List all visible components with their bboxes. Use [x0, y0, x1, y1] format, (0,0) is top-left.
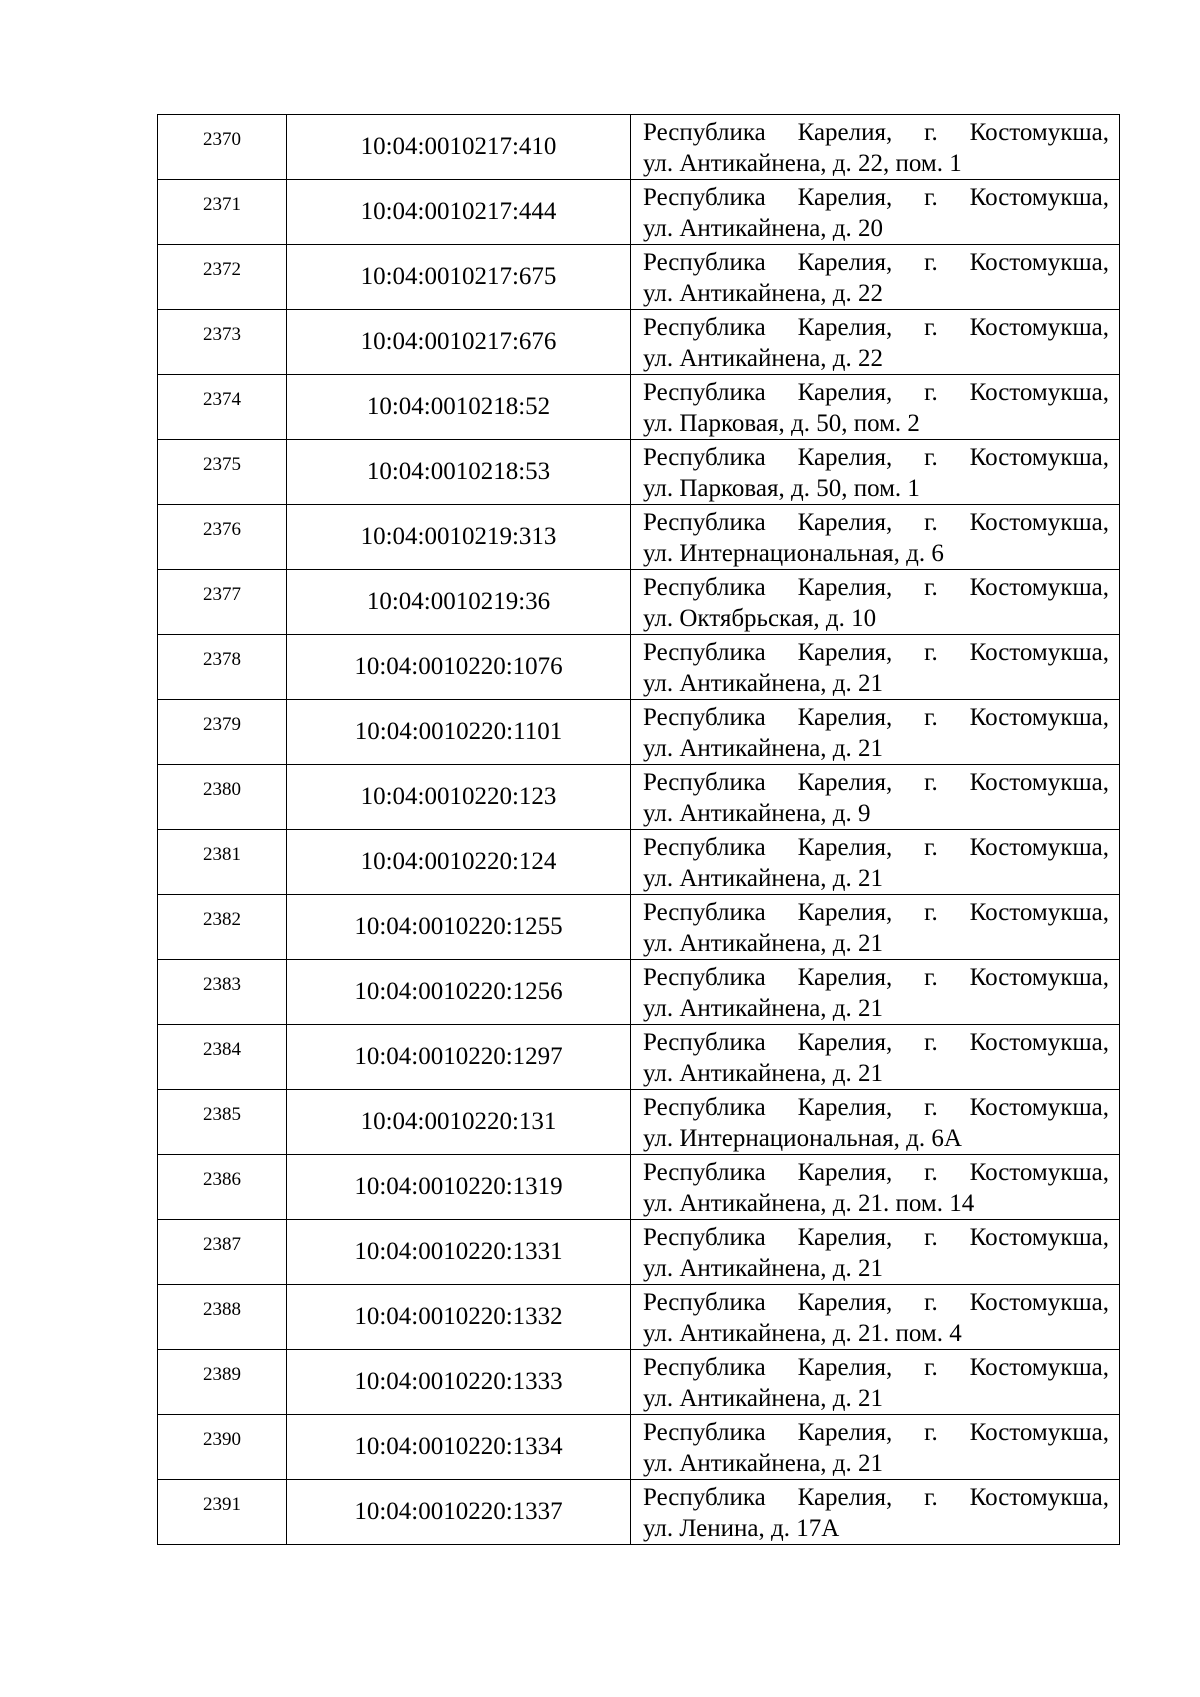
address-cell	[631, 635, 1120, 700]
table-row	[158, 505, 1120, 570]
address-line-street: ул. Ленина, д. 17А	[643, 1515, 840, 1542]
address-cell	[631, 700, 1120, 765]
cadastral-number-cell: 10:04:0010219:313	[287, 505, 631, 570]
address-line-region: Республика Карелия, г. Костомукша,	[643, 1159, 1109, 1186]
address-cell	[631, 1285, 1120, 1350]
row-number-cell: 2370	[158, 115, 287, 180]
address-cell	[631, 1415, 1120, 1480]
address-line-region: Республика Карелия, г. Костомукша,	[643, 639, 1109, 666]
address-line-region: Республика Карелия, г. Костомукша,	[643, 1484, 1109, 1511]
address-line-street: ул. Антикайнена, д. 9	[643, 800, 871, 827]
address-cell	[631, 1350, 1120, 1415]
row-number-cell: 2389	[158, 1350, 287, 1415]
cadastral-number-cell: 10:04:0010220:1256	[287, 960, 631, 1025]
cadastral-number-cell: 10:04:0010217:676	[287, 310, 631, 375]
row-number-cell: 2379	[158, 700, 287, 765]
table-row	[158, 960, 1120, 1025]
address-cell	[631, 180, 1120, 245]
address-cell	[631, 375, 1120, 440]
cadastral-number-cell: 10:04:0010220:1333	[287, 1350, 631, 1415]
address-line-street: ул. Октябрьская, д. 10	[643, 605, 877, 632]
row-number-cell: 2385	[158, 1090, 287, 1155]
address-line-street: ул. Антикайнена, д. 21	[643, 995, 884, 1022]
cadastral-number-cell: 10:04:0010217:410	[287, 115, 631, 180]
table-row	[158, 245, 1120, 310]
cadastral-number-cell: 10:04:0010220:1319	[287, 1155, 631, 1220]
address-line-region: Республика Карелия, г. Костомукша,	[643, 184, 1109, 211]
address-line-region: Республика Карелия, г. Костомукша,	[643, 834, 1109, 861]
table-row	[158, 440, 1120, 505]
address-line-street: ул. Парковая, д. 50, пом. 2	[643, 410, 920, 437]
cadastral-number-cell: 10:04:0010220:124	[287, 830, 631, 895]
row-number-cell: 2390	[158, 1415, 287, 1480]
table-body	[158, 115, 1120, 1545]
address-line-street: ул. Антикайнена, д. 21	[643, 1385, 884, 1412]
table-row	[158, 1025, 1120, 1090]
address-line-region: Республика Карелия, г. Костомукша,	[643, 704, 1109, 731]
address-line-region: Республика Карелия, г. Костомукша,	[643, 1224, 1109, 1251]
table-row	[158, 570, 1120, 635]
address-cell	[631, 765, 1120, 830]
address-line-region: Республика Карелия, г. Костомукша,	[643, 444, 1109, 471]
address-line-street: ул. Антикайнена, д. 22	[643, 280, 884, 307]
row-number-cell: 2383	[158, 960, 287, 1025]
address-line-region: Республика Карелия, г. Костомукша,	[643, 249, 1109, 276]
table-row	[158, 700, 1120, 765]
table-row	[158, 375, 1120, 440]
row-number-cell: 2381	[158, 830, 287, 895]
address-cell	[631, 1480, 1120, 1545]
address-line-region: Республика Карелия, г. Костомукша,	[643, 314, 1109, 341]
cadastral-number-cell: 10:04:0010220:1101	[287, 700, 631, 765]
row-number-cell: 2388	[158, 1285, 287, 1350]
address-cell	[631, 440, 1120, 505]
address-cell	[631, 310, 1120, 375]
table-row	[158, 635, 1120, 700]
address-cell	[631, 1155, 1120, 1220]
address-cell	[631, 1090, 1120, 1155]
address-line-street: ул. Антикайнена, д. 21	[643, 1255, 884, 1282]
table-row	[158, 765, 1120, 830]
table-row	[158, 1480, 1120, 1545]
address-line-street: ул. Антикайнена, д. 21. пом. 4	[643, 1320, 962, 1347]
cadastral-number-cell: 10:04:0010220:1331	[287, 1220, 631, 1285]
address-line-region: Республика Карелия, г. Костомукша,	[643, 1354, 1109, 1381]
cadastral-number-cell: 10:04:0010218:53	[287, 440, 631, 505]
row-number-cell: 2378	[158, 635, 287, 700]
row-number-cell: 2380	[158, 765, 287, 830]
address-cell	[631, 1025, 1120, 1090]
address-line-region: Республика Карелия, г. Костомукша,	[643, 119, 1109, 146]
address-line-street: ул. Интернациональная, д. 6	[643, 540, 944, 567]
cadastral-number-cell: 10:04:0010220:1076	[287, 635, 631, 700]
address-line-region: Республика Карелия, г. Костомукша,	[643, 899, 1109, 926]
address-line-region: Республика Карелия, г. Костомукша,	[643, 1289, 1109, 1316]
row-number-cell: 2372	[158, 245, 287, 310]
address-line-region: Республика Карелия, г. Костомукша,	[643, 1094, 1109, 1121]
address-line-street: ул. Интернациональная, д. 6А	[643, 1125, 962, 1152]
row-number-cell: 2373	[158, 310, 287, 375]
cadastral-number-cell: 10:04:0010220:123	[287, 765, 631, 830]
address-cell	[631, 245, 1120, 310]
cadastral-number-cell: 10:04:0010220:1332	[287, 1285, 631, 1350]
row-number-cell: 2386	[158, 1155, 287, 1220]
row-number-cell: 2387	[158, 1220, 287, 1285]
table-row	[158, 1350, 1120, 1415]
address-line-street: ул. Антикайнена, д. 21	[643, 735, 884, 762]
address-line-region: Республика Карелия, г. Костомукша,	[643, 1419, 1109, 1446]
table-row	[158, 115, 1120, 180]
row-number-cell: 2382	[158, 895, 287, 960]
address-cell	[631, 1220, 1120, 1285]
row-number-cell: 2391	[158, 1480, 287, 1545]
cadastral-number-cell: 10:04:0010220:1297	[287, 1025, 631, 1090]
address-cell	[631, 570, 1120, 635]
address-line-street: ул. Антикайнена, д. 21	[643, 1450, 884, 1477]
cadastral-number-cell: 10:04:0010217:444	[287, 180, 631, 245]
row-number-cell: 2377	[158, 570, 287, 635]
address-line-region: Республика Карелия, г. Костомукша,	[643, 964, 1109, 991]
address-line-region: Республика Карелия, г. Костомукша,	[643, 509, 1109, 536]
cadastral-number-cell: 10:04:0010220:1337	[287, 1480, 631, 1545]
cadastral-number-cell: 10:04:0010219:36	[287, 570, 631, 635]
cadastral-number-cell: 10:04:0010218:52	[287, 375, 631, 440]
table-row	[158, 310, 1120, 375]
table-row	[158, 180, 1120, 245]
table-row	[158, 1285, 1120, 1350]
address-line-street: ул. Антикайнена, д. 21	[643, 865, 884, 892]
row-number-cell: 2374	[158, 375, 287, 440]
cadastral-number-cell: 10:04:0010220:131	[287, 1090, 631, 1155]
address-cell	[631, 895, 1120, 960]
row-number-cell: 2375	[158, 440, 287, 505]
address-line-region: Республика Карелия, г. Костомукша,	[643, 769, 1109, 796]
address-line-street: ул. Антикайнена, д. 21	[643, 670, 884, 697]
table-row	[158, 1415, 1120, 1480]
row-number-cell: 2384	[158, 1025, 287, 1090]
address-line-region: Республика Карелия, г. Костомукша,	[643, 574, 1109, 601]
cadastral-number-cell: 10:04:0010217:675	[287, 245, 631, 310]
table-row	[158, 895, 1120, 960]
address-cell	[631, 115, 1120, 180]
cadastral-number-cell: 10:04:0010220:1255	[287, 895, 631, 960]
address-cell	[631, 505, 1120, 570]
table-row	[158, 1090, 1120, 1155]
address-line-region: Республика Карелия, г. Костомукша,	[643, 379, 1109, 406]
address-line-street: ул. Антикайнена, д. 22, пом. 1	[643, 150, 962, 177]
address-line-street: ул. Антикайнена, д. 21. пом. 14	[643, 1190, 975, 1217]
table-row	[158, 1220, 1120, 1285]
address-line-street: ул. Антикайнена, д. 20	[643, 215, 884, 242]
address-cell	[631, 960, 1120, 1025]
address-cell	[631, 830, 1120, 895]
address-line-street: ул. Парковая, д. 50, пом. 1	[643, 475, 920, 502]
table-row	[158, 1155, 1120, 1220]
row-number-cell: 2371	[158, 180, 287, 245]
address-line-street: ул. Антикайнена, д. 22	[643, 345, 884, 372]
cadastral-number-cell: 10:04:0010220:1334	[287, 1415, 631, 1480]
address-line-street: ул. Антикайнена, д. 21	[643, 1060, 884, 1087]
property-registry-table	[157, 114, 1120, 1545]
table-row	[158, 830, 1120, 895]
address-line-street: ул. Антикайнена, д. 21	[643, 930, 884, 957]
address-line-region: Республика Карелия, г. Костомукша,	[643, 1029, 1109, 1056]
row-number-cell: 2376	[158, 505, 287, 570]
